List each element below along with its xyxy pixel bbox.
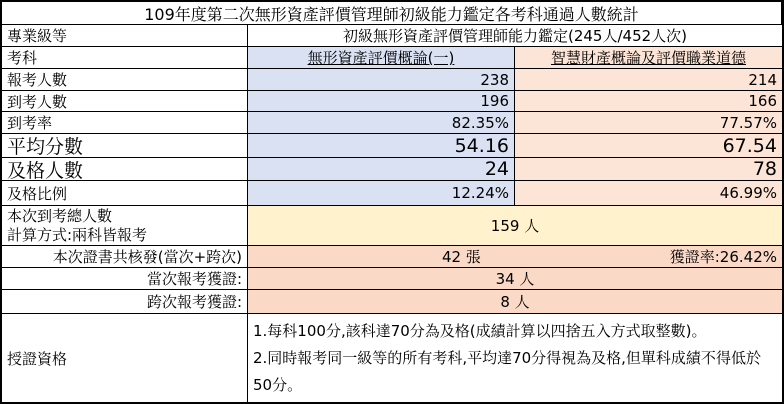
stat-row-label: 及格人數 — [2, 158, 248, 181]
cert-issued-value: 42 張 — [441, 248, 481, 266]
qualification-label: 授證資格 — [2, 314, 248, 402]
stat-row-value1: 12.24% — [248, 181, 515, 206]
level-value: 初級無形資產評價管理師能力鑑定(245人/452人次) — [248, 25, 782, 47]
subject-col2-header: 智慧財產概論及評價職業道德 — [515, 47, 782, 69]
stat-row-value1: 196 — [248, 91, 515, 112]
current-session-label: 當次報考獲證: — [2, 268, 248, 290]
subject-col1-header: 無形資產評價概論(一) — [248, 47, 515, 69]
stat-row-value2: 46.99% — [515, 181, 782, 206]
stat-row-value2: 77.57% — [515, 112, 782, 134]
cross-session-value: 8 人 — [248, 290, 782, 314]
stat-row-value1: 238 — [248, 69, 515, 91]
total-attendee-value: 159 人 — [248, 206, 782, 246]
stat-row-label: 到考人數 — [2, 91, 248, 112]
total-attendee-label-line2: 計算方式:兩科皆報考 — [7, 225, 148, 244]
table-title: 109年度第二次無形資產評價管理師初級能力鑑定各考科通過人數統計 — [2, 2, 782, 25]
total-attendee-label-line1: 本次到考總人數 — [7, 206, 113, 225]
stat-row-value1: 82.35% — [248, 112, 515, 134]
qualification-rule-2: 2.同時報考同一級等的所有考科,平均達70分得視為及格,但單科成績不得低於50分。 — [253, 348, 761, 394]
qualification-text — [248, 314, 782, 402]
stat-row-value2: 166 — [515, 91, 782, 112]
total-attendee-label — [2, 206, 248, 246]
stat-row-label: 到考率 — [2, 112, 248, 134]
stat-row-label: 平均分數 — [2, 134, 248, 158]
current-session-value: 34 人 — [248, 268, 782, 290]
stat-row-value2: 78 — [515, 158, 782, 181]
stat-row-value2: 214 — [515, 69, 782, 91]
stat-row-value1: 54.16 — [248, 134, 515, 158]
cross-session-label: 跨次報考獲證: — [2, 290, 248, 314]
level-label: 專業級等 — [2, 25, 248, 47]
stat-row-label: 及格比例 — [2, 181, 248, 206]
stat-row-label: 報考人數 — [2, 69, 248, 91]
subject-label: 考科 — [2, 47, 248, 69]
qualification-rule-1: 1.每科100分,該科達70分為及格(成績計算以四捨五入方式取整數)。 — [253, 321, 707, 340]
stat-row-value2: 67.54 — [515, 134, 782, 158]
cert-issued-cell — [248, 246, 782, 268]
stat-row-value1: 24 — [248, 158, 515, 181]
cert-rate: 獲證率:26.42% — [669, 248, 777, 266]
cert-issued-label: 本次證書共核發(當次+跨次) — [2, 246, 248, 268]
